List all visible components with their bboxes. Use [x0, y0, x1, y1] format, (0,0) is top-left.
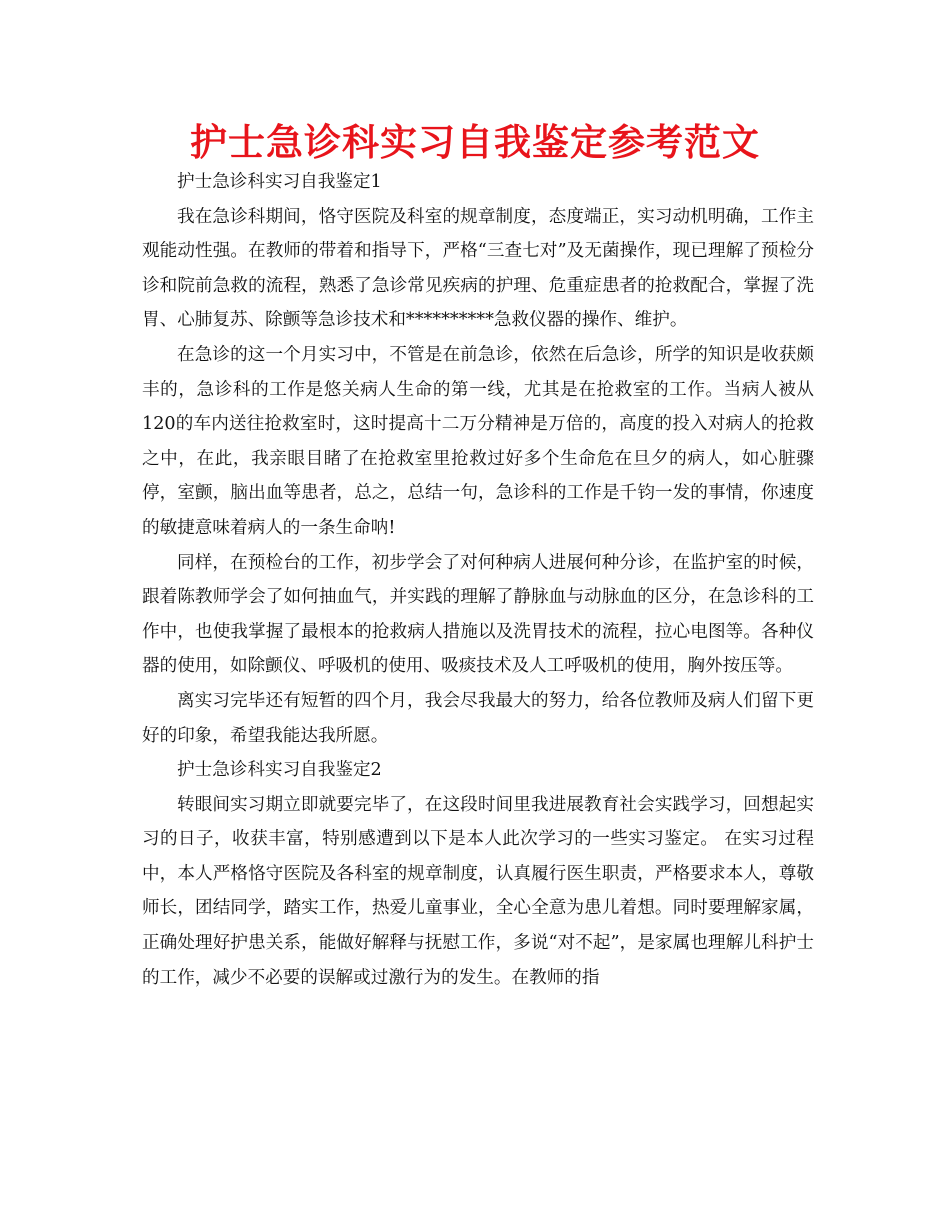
paragraph: 同样，在预检台的工作，初步学会了对何种病人进展何种分诊，在监护室的时候，跟着陈教师学会了如何抽血气，并实践的理解了静脉血与动脉血的区分，在急诊科的工作中，也使我掌握了最根本的抢救病人措施以及洗胃技术的流程，拉心电图等。各种仪器的使用，如除颤仪、呼吸机的使用、吸痰技术及人工呼吸机的使用，胸外按压等。	[142, 552, 814, 677]
paragraph: 我在急诊科期间，恪守医院及科室的规章制度，态度端正，实习动机明确，工作主观能动性强。在教师的带着和指导下，严格“三查七对”及无菌操作，现已理解了预检分诊和院前急救的流程，熟悉了急诊常见疾病的护理、危重症患者的抢救配合，掌握了洗胃、心肺复苏、除颤等急诊技术和**********急救仪器的操作、维护。	[142, 206, 814, 331]
document-title: 护士急诊科实习自我鉴定参考范文	[190, 121, 760, 164]
paragraph: 在急诊的这一个月实习中，不管是在前急诊，依然在后急诊，所学的知识是收获颇丰的，急诊科的工作是悠关病人生命的第一线，尤其是在抢救室的工作。当病人被从120的车内送往抢救室时，这时提高十二万分精神是万倍的，高度的投入对病人的抢救之中，在此，我亲眼目睹了在抢救室里抢救过好多个生命危在旦夕的病人，如心脏骤停，室颤，脑出血等患者，总之，总结一句，急诊科的工作是千钧一发的事情，你速度的敏捷意味着病人的一条生命呐!	[142, 344, 814, 538]
section-heading-2: 护士急诊科实习自我鉴定2	[177, 760, 382, 781]
section-heading-1: 护士急诊科实习自我鉴定1	[177, 172, 382, 192]
paragraph: 离实习完毕还有短暂的四个月，我会尽我最大的努力，给各位教师及病人们留下更好的印象，希望我能达我所愿。	[142, 690, 814, 746]
document-body	[142, 165, 814, 995]
paragraph: 转眼间实习期立即就要完毕了，在这段时间里我进展教育社会实践学习，回想起实习的日子，收获丰富，特别感遭到以下是本人此次学习的一些实习鉴定。 在实习过程中，本人严格恪守医院及各科室的规章制度，认真履行医生职责，严格要求本人，尊敬师长，团结同学，踏实工作，热爱儿童事业，全心全意为患儿着想。同时要理解家属，正确处理好护患关系，能做好解释与抚慰工作，多说“对不起”，是家属也理解儿科护士的工作，减少不必要的误解或过激行为的发生。在教师的指	[142, 794, 814, 988]
